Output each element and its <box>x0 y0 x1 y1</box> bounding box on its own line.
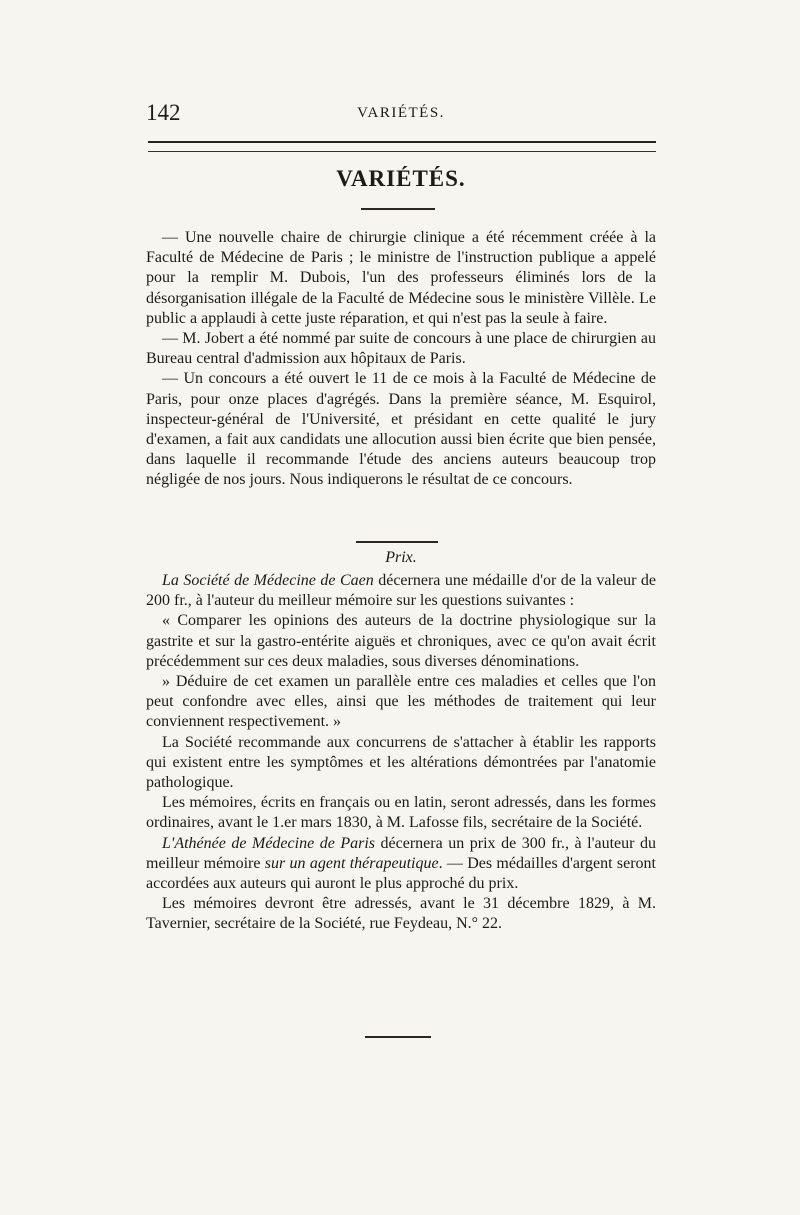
page-number: 142 <box>146 100 181 125</box>
caen-question-2: » Déduire de cet examen un parallèle entre ces maladies et celles que l'on peut confondre avec elles, ainsi que les méthodes de traitement qui leur conviennent respectivement. » <box>146 673 656 731</box>
caen-question-1: « Comparer les opinions des auteurs de la doctrine physiologique sur la gastrite et sur la gastro-entérite aiguës et chroniques, avec ce qu'on avait écrit précédemment sur ces deux maladies, sous diverses dénominations. <box>146 612 656 670</box>
caen-submission: Les mémoires, écrits en français ou en latin, seront adressés, dans les formes ordinaires, avant le 1.er mars 1830, à M. Lafosse fils, secrétaire de la Société. <box>146 794 656 832</box>
caen-prize-paragraph <box>146 571 656 611</box>
news-items <box>146 228 656 491</box>
caen-recommendation: La Société recommande aux concurrens de s'attacher à établir les rapports qui existent entre les symptômes et les altérations démontrées par l'anatomie pathologique. <box>146 733 656 792</box>
news-item-chair: — Une nouvelle chaire de chirurgie clinique a été récemment créée à la Faculté de Médecine de Paris ; le ministre de l'instruction publique a appelé pour la remplir M. Dubois, l'un des professeurs éliminés lors de la désorganisation illégale de la Faculté de Médecine sous le ministère Villèle. Le public a applaudi à cette juste réparation, et qui n'est pas la seule à faire. <box>146 229 656 327</box>
header-double-rule <box>148 141 656 152</box>
running-head <box>146 100 656 126</box>
caen-prize-text: décernera une médaille d'or de la valeur de 200 fr., à l'auteur du meilleur mémoire sur les questions suivantes : <box>146 572 656 610</box>
news-item-concours: — Un concours a été ouvert le 11 de ce mois à la Faculté de Médecine de Paris, pour onze places d'agrégés. Dans la première séance, M. Esquirol, inspecteur-général de l'Université, et présidant en cette qualité le jury d'examen, a fait aux candidats une allocution aussi bien écrite que bien pensée, dans laquelle il recommande l'étude des anciens auteurs beaucoup trop négligée de nos jours. Nous indiquerons le résultat de ce concours. <box>146 370 656 489</box>
news-item-jobert: — M. Jobert a été nommé par suite de concours à une place de chirurgien au Bureau central d'admission aux hôpitaux de Paris. <box>146 330 656 368</box>
athenee-prize-topic: sur un agent thérapeutique <box>264 854 439 872</box>
caen-society-name: La Société de Médecine de Caen <box>162 572 374 589</box>
running-title: VARIÉTÉS. <box>357 105 445 121</box>
prize-heading: Prix. <box>385 549 417 566</box>
prize-announcements <box>146 571 656 935</box>
athenee-prize-text-2: . — Des médailles d'argent seront accordées aux auteurs qui auront le plus approché du prix. <box>146 854 656 893</box>
athenee-submission: Les mémoires devront être adressés, avant le 31 décembre 1829, à M. Tavernier, secrétaire de la Société, rue Feydeau, N.° 22. <box>146 895 656 933</box>
title-rule <box>361 208 435 210</box>
athenee-prize-text-1: décernera un prix de 300 fr., à l'auteur du meilleur mémoire <box>146 834 656 872</box>
section-title: VARIÉTÉS. <box>336 166 466 191</box>
athenee-prize-paragraph <box>146 834 656 895</box>
section-rule <box>356 541 438 543</box>
athenee-society-name: L'Athénée de Médecine de Paris <box>162 834 376 852</box>
closing-rule <box>365 1036 431 1038</box>
